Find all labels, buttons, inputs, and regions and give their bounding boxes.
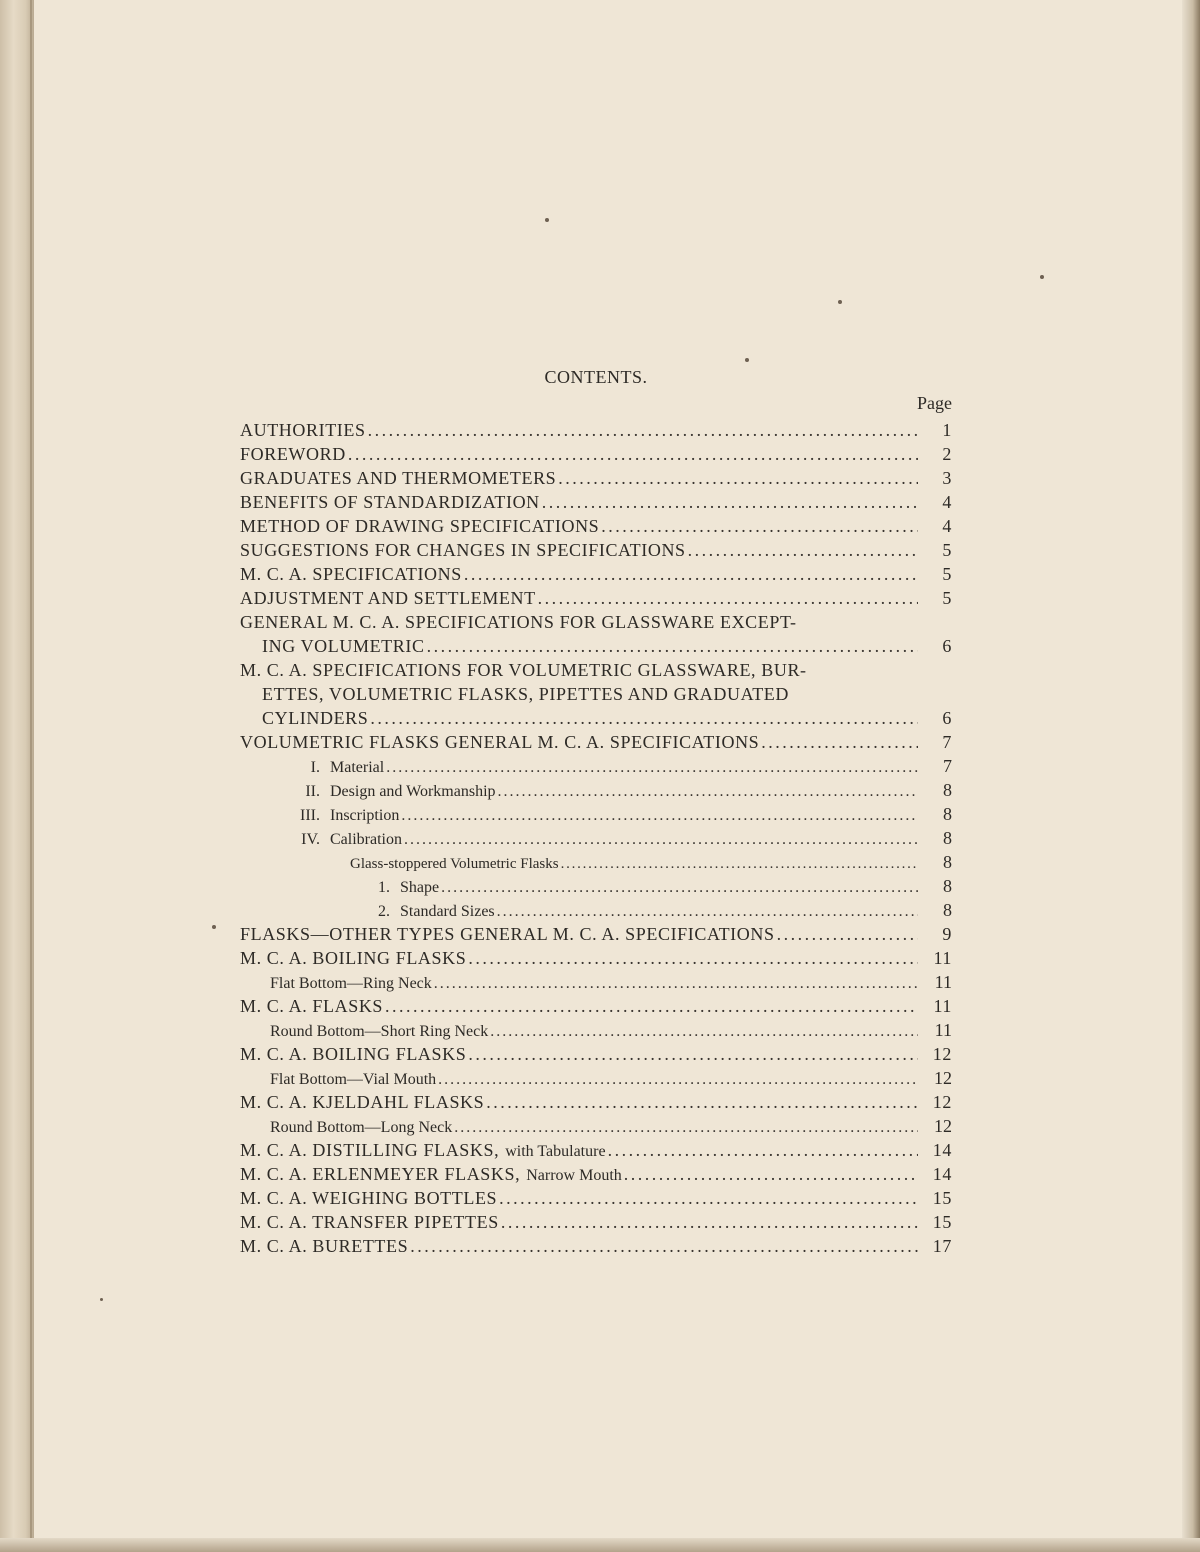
dot-leader — [434, 972, 918, 996]
toc-entry-title: BENEFITS OF STANDARDIZATION — [240, 492, 540, 512]
page-column-label: Page — [917, 393, 952, 413]
dot-leader — [368, 418, 918, 442]
toc-entry-page: 15 — [932, 1212, 952, 1232]
toc-entry-page: 8 — [943, 828, 952, 848]
toc-entry-page: 8 — [943, 804, 952, 824]
toc-entry — [240, 1138, 952, 1162]
dot-leader — [688, 538, 918, 562]
toc-entry-page: 5 — [942, 540, 952, 560]
toc-entry-title: M. C. A. TRANSFER PIPETTES — [240, 1212, 499, 1232]
dot-leader — [499, 1186, 918, 1210]
dot-leader — [558, 466, 918, 490]
dot-leader — [490, 1020, 918, 1044]
dot-leader — [777, 922, 918, 946]
toc-entry — [240, 514, 952, 538]
toc-entry-title-continued: CYLINDERS — [262, 708, 369, 728]
dot-leader — [454, 1116, 918, 1140]
toc-entry-page: 7 — [942, 732, 952, 752]
toc-entry-page: 17 — [932, 1236, 952, 1256]
toc-entry-page: 2 — [942, 444, 952, 464]
toc-subentry — [240, 1114, 952, 1138]
dot-leader — [464, 562, 918, 586]
toc-entry-page: 7 — [943, 756, 952, 776]
toc-entry-title-continued: ING VOLUMETRIC — [262, 636, 425, 656]
toc-entry-title: GENERAL M. C. A. SPECIFICATIONS FOR GLASSWARE EXCEPT- — [240, 612, 797, 632]
toc-entry-page: 12 — [934, 1068, 952, 1088]
dot-leader — [404, 828, 918, 852]
toc-entry-page: 9 — [942, 924, 952, 944]
binding-spine — [0, 0, 34, 1552]
toc-entry — [240, 946, 952, 970]
toc-entry-title: VOLUMETRIC FLASKS GENERAL M. C. A. SPECIFICATIONS — [240, 732, 760, 752]
toc-entry-title: Standard Sizes — [400, 903, 495, 920]
dot-leader — [468, 946, 918, 970]
toc-entry-page: 5 — [942, 588, 952, 608]
toc-entry-page: 8 — [943, 900, 952, 920]
toc-entry — [240, 418, 952, 442]
toc-entry-title: M. C. A. KJELDAHL FLASKS — [240, 1092, 485, 1112]
toc-entry — [240, 490, 952, 514]
toc-entry-title: M. C. A. ERLENMEYER FLASKS, — [240, 1164, 521, 1184]
toc-entry-page: 12 — [932, 1044, 952, 1064]
toc-entry-page: 14 — [932, 1140, 952, 1160]
dot-leader — [370, 706, 918, 730]
dot-leader — [601, 514, 918, 538]
toc-entry — [240, 466, 952, 490]
toc-entry-title: Design and Workmanship — [330, 783, 496, 800]
toc-entry-title: M. C. A. BOILING FLASKS — [240, 1044, 467, 1064]
dot-leader — [624, 1162, 918, 1186]
toc-entry-numeral: 2. — [378, 903, 390, 920]
toc-entry-title: M. C. A. BOILING FLASKS — [240, 948, 467, 968]
dot-leader — [386, 756, 918, 780]
toc-entry — [240, 1210, 952, 1234]
contents-title: CONTENTS. — [544, 367, 648, 387]
paper-speck — [1040, 275, 1044, 279]
toc-entry-numeral: III. — [300, 807, 320, 824]
toc-entry — [240, 1042, 952, 1066]
toc-entry — [240, 538, 952, 562]
toc-entry-page: 12 — [934, 1116, 952, 1136]
paper-speck — [212, 925, 216, 929]
toc-entry-page: 8 — [943, 780, 952, 800]
toc-entry — [240, 1186, 952, 1210]
toc-entry — [240, 922, 952, 946]
toc-subentry — [240, 874, 952, 898]
toc-entry — [240, 586, 952, 610]
binding-fold-line — [30, 0, 32, 1552]
toc-entry-title: M. C. A. BURETTES — [240, 1236, 409, 1256]
toc-subentry — [240, 802, 952, 826]
toc-subentry — [240, 1018, 952, 1042]
dot-leader — [401, 804, 918, 828]
toc-entry-numeral: II. — [305, 783, 320, 800]
dot-leader — [542, 490, 918, 514]
toc-subentry — [240, 754, 952, 778]
toc-entry-page: 3 — [942, 468, 952, 488]
toc-entry-title: Flat Bottom—Ring Neck — [270, 975, 432, 992]
toc-entry-title-suffix: Narrow Mouth — [526, 1167, 622, 1184]
dot-leader — [608, 1138, 918, 1162]
dot-leader — [761, 730, 918, 754]
table-of-contents — [240, 418, 952, 1258]
dot-leader — [501, 1210, 918, 1234]
toc-entry-line — [240, 610, 952, 634]
toc-entry-title: GRADUATES AND THERMOMETERS — [240, 468, 557, 488]
toc-entry-title: Material — [330, 759, 385, 776]
toc-entry-page: 14 — [932, 1164, 952, 1184]
toc-entry — [240, 994, 952, 1018]
toc-entry-page: 11 — [934, 972, 952, 992]
toc-entry-numeral: 1. — [378, 879, 390, 896]
toc-entry-title: FLASKS—OTHER TYPES GENERAL M. C. A. SPECIFICATIONS — [240, 924, 775, 944]
toc-entry-title: M. C. A. SPECIFICATIONS FOR VOLUMETRIC GLASSWARE, BUR- — [240, 660, 807, 680]
toc-subentry — [240, 898, 952, 922]
toc-entry-page: 11 — [934, 1020, 952, 1040]
toc-entry — [240, 442, 952, 466]
toc-entry-page: 11 — [933, 948, 952, 968]
dot-leader — [427, 634, 918, 658]
toc-entry-line — [240, 658, 952, 682]
toc-entry-title: M. C. A. DISTILLING FLASKS, — [240, 1140, 500, 1160]
dot-leader — [561, 852, 918, 876]
toc-entry — [240, 634, 952, 658]
toc-entry-title: M. C. A. FLASKS — [240, 996, 384, 1016]
dot-leader — [348, 442, 918, 466]
toc-entry-page: 4 — [942, 516, 952, 536]
toc-entry — [240, 1090, 952, 1114]
toc-entry — [240, 706, 952, 730]
toc-entry — [240, 1162, 952, 1186]
toc-entry-page: 6 — [942, 708, 952, 728]
dot-leader — [438, 1068, 918, 1092]
paper-speck — [100, 1298, 103, 1301]
toc-entry — [240, 730, 952, 754]
toc-entry-line — [240, 682, 952, 706]
toc-entry-page: 6 — [942, 636, 952, 656]
toc-entry-title: Shape — [400, 879, 440, 896]
toc-entry-title: Inscription — [330, 807, 400, 824]
dot-leader — [486, 1090, 918, 1114]
dot-leader — [498, 780, 918, 804]
toc-entry-title: ADJUSTMENT AND SETTLEMENT — [240, 588, 536, 608]
toc-entry-title: Glass-stoppered Volumetric Flasks — [350, 856, 559, 872]
toc-entry-title: Round Bottom—Long Neck — [270, 1119, 453, 1136]
toc-entry-page: 4 — [942, 492, 952, 512]
toc-entry-page: 5 — [942, 564, 952, 584]
dot-leader — [538, 586, 918, 610]
toc-entry — [240, 1234, 952, 1258]
toc-entry-title: M. C. A. WEIGHING BOTTLES — [240, 1188, 498, 1208]
dot-leader — [410, 1234, 918, 1258]
toc-entry-title: FOREWORD — [240, 444, 346, 464]
toc-subentry — [240, 970, 952, 994]
page-right-edge — [1182, 0, 1200, 1552]
toc-subentry — [240, 778, 952, 802]
toc-entry-page: 15 — [932, 1188, 952, 1208]
toc-entry — [240, 562, 952, 586]
toc-entry-numeral: IV. — [301, 831, 320, 848]
paper-speck — [838, 300, 842, 304]
toc-entry-page: 12 — [932, 1092, 952, 1112]
toc-subentry — [240, 1066, 952, 1090]
toc-entry-title: Flat Bottom—Vial Mouth — [270, 1071, 437, 1088]
page-bottom-edge — [0, 1538, 1200, 1552]
toc-entry-title: Calibration — [330, 831, 402, 848]
toc-subentry — [240, 850, 952, 874]
toc-entry-title-suffix: with Tabulature — [505, 1143, 606, 1160]
toc-entry-title: SUGGESTIONS FOR CHANGES IN SPECIFICATIONS — [240, 540, 686, 560]
dot-leader — [497, 900, 918, 924]
toc-entry-title-continued: ETTES, VOLUMETRIC FLASKS, PIPETTES AND GRADUATED — [262, 684, 789, 704]
toc-entry-title: Round Bottom—Short Ring Neck — [270, 1023, 489, 1040]
paper-speck — [545, 218, 549, 222]
toc-entry-page: 11 — [933, 996, 952, 1016]
toc-entry-page: 8 — [943, 876, 952, 896]
toc-subentry — [240, 826, 952, 850]
dot-leader — [468, 1042, 918, 1066]
toc-entry-numeral: I. — [310, 759, 320, 776]
toc-entry-page: 1 — [942, 420, 952, 440]
dot-leader — [385, 994, 918, 1018]
paper-speck — [745, 358, 749, 362]
toc-entry-title: METHOD OF DRAWING SPECIFICATIONS — [240, 516, 600, 536]
toc-entry-title: M. C. A. SPECIFICATIONS — [240, 564, 462, 584]
toc-entry-page: 8 — [943, 852, 952, 872]
dot-leader — [441, 876, 918, 900]
toc-entry-title: AUTHORITIES — [240, 420, 366, 440]
